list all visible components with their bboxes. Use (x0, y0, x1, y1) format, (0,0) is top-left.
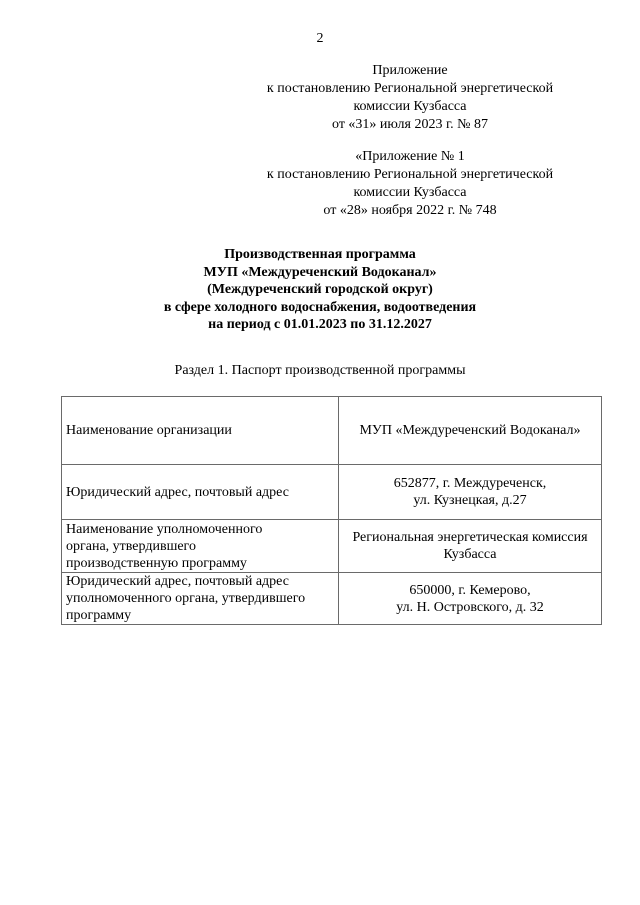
appendix-current-line1: Приложение (372, 63, 448, 78)
appendix-current-line2: к постановлению Региональной энергетической (266, 81, 554, 96)
page-number: 2 (316, 31, 324, 46)
program-title-line2: МУП «Междуреченский Водоканал» (203, 264, 437, 280)
table-cell-label (62, 397, 339, 465)
table-cell-label (62, 573, 339, 625)
cell-text: Наименование организации (66, 423, 232, 438)
appendix-original-line3: комиссии Кузбасса (353, 185, 467, 200)
program-title-line4: в сфере холодного водоснабжения, водоотведения (163, 299, 477, 315)
section-title: Раздел 1. Паспорт производственной программы (174, 363, 466, 378)
appendix-current-line4: от «31» июля 2023 г. № 87 (332, 117, 488, 132)
table-row (62, 397, 602, 465)
cell-text: Наименование уполномоченного (66, 521, 263, 537)
cell-text: ул. Кузнецкая, д.27 (413, 493, 527, 508)
cell-text: программу (66, 608, 132, 623)
cell-text: Кузбасса (443, 547, 497, 562)
cell-text: 650000, г. Кемерово, (409, 582, 531, 598)
table-cell-value (339, 520, 602, 573)
program-title-line3: (Междуреченский городской округ) (207, 282, 433, 297)
appendix-original-line1: «Приложение № 1 (355, 149, 465, 164)
program-title-line1: Производственная программа (224, 247, 416, 262)
table-cell-value (339, 397, 602, 465)
passport-table (61, 396, 602, 625)
cell-text: органа, утвердившего (66, 538, 196, 554)
appendix-original-line2: к постановлению Региональной энергетической (266, 167, 554, 182)
cell-text: Региональная энергетическая комиссия (352, 530, 588, 545)
table-row (62, 520, 602, 573)
program-title (0, 246, 640, 334)
appendix-header-current (240, 62, 580, 134)
table-cell-value (339, 465, 602, 520)
cell-text: Юридический адрес, почтовый адрес (66, 574, 289, 589)
cell-text: ул. Н. Островского, д. 32 (396, 599, 544, 615)
cell-text: производственную программу (66, 555, 247, 571)
appendix-current-line3: комиссии Кузбасса (353, 99, 467, 114)
table-cell-label (62, 465, 339, 520)
cell-text: МУП «Междуреченский Водоканал» (359, 423, 581, 438)
table-cell-value (339, 573, 602, 625)
table-row (62, 465, 602, 520)
program-title-line5: на период с 01.01.2023 по 31.12.2027 (208, 317, 432, 332)
cell-text: Юридический адрес, почтовый адрес (66, 484, 289, 500)
table-row (62, 573, 602, 625)
cell-text: уполномоченного органа, утвердившего (66, 591, 306, 606)
appendix-header-original (240, 148, 580, 220)
table-cell-label (62, 520, 339, 573)
cell-text: 652877, г. Междуреченск, (393, 476, 547, 491)
appendix-original-line4: от «28» ноября 2022 г. № 748 (323, 203, 497, 218)
